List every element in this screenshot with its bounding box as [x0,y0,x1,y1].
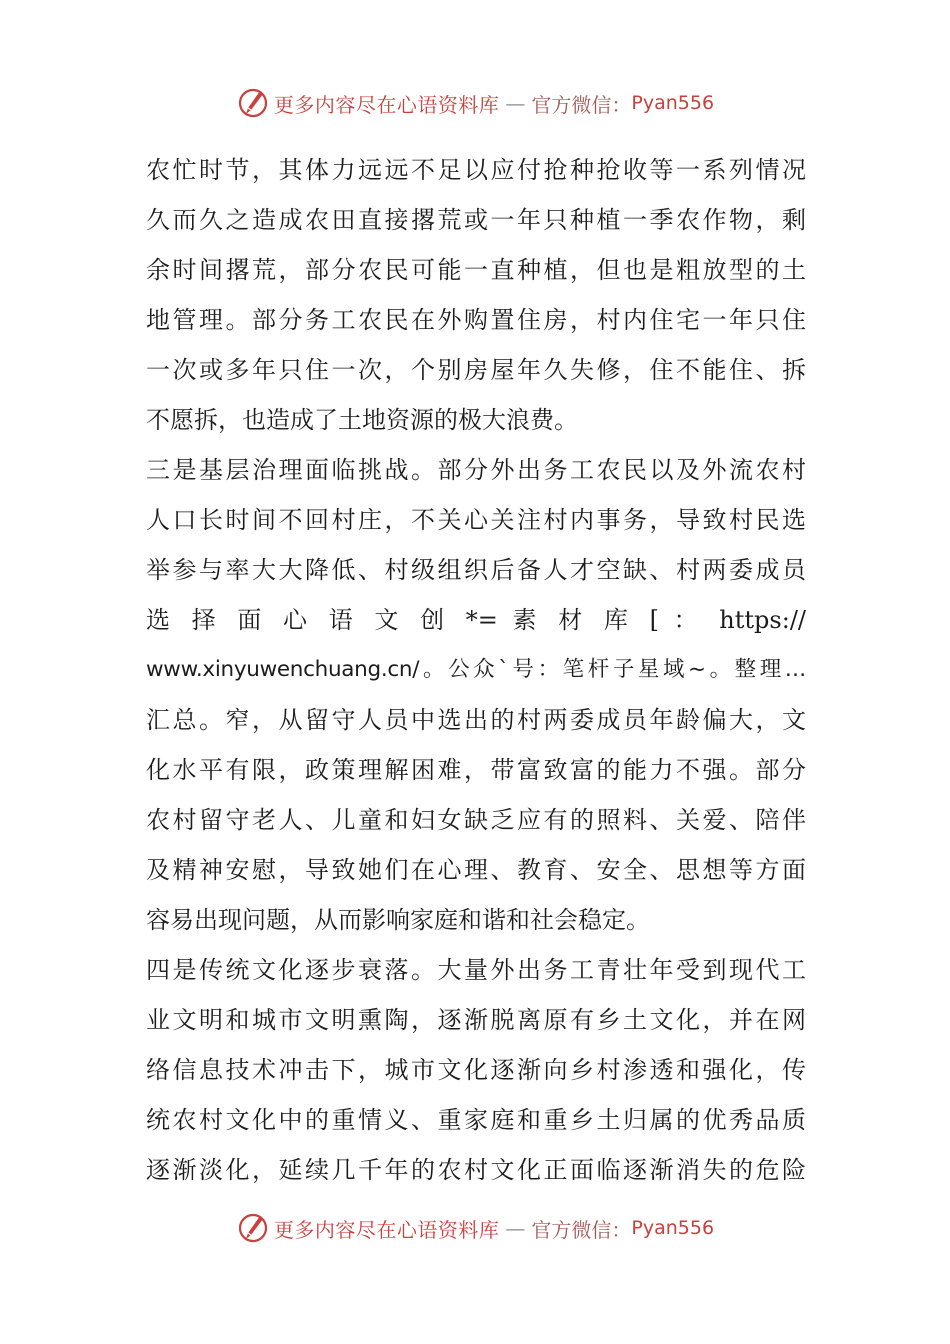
text-line: 选 择 面 心 语 文 创 *= 素 材 库 [ ： https:// [146,606,806,634]
footer-banner [0,1208,950,1248]
banner-account-id: Pyan556 [631,1217,715,1239]
text-line: 络信息技术冲击下，城市文化逐渐向乡村渗透和强化，传 [146,1056,806,1084]
header-banner [0,83,950,123]
banner-dash: — [505,91,526,115]
banner-dash: — [505,1216,526,1240]
text-line: 人口长时间不回村庄，不关心关注村内事务，导致村民选 [146,506,806,534]
text-line: 农忙时节，其体力远远不足以应付抢种抢收等一系列情况 [146,156,806,184]
text-line: 逐渐淡化，延续几千年的农村文化正面临逐渐消失的危险 [146,1156,806,1184]
text-line: 久而久之造成农田直接撂荒或一年只种植一季农作物，剩 [146,206,806,234]
text-line: 业文明和城市文明熏陶，逐渐脱离原有乡土文化，并在网 [146,1006,806,1034]
text-line: 化水平有限，政策理解困难，带富致富的能力不强。部分 [146,756,806,784]
quill-pen-circle-icon [236,1211,270,1245]
text-line: 及精神安慰，导致她们在心理、教育、安全、思想等方面 [146,856,806,884]
text-line: 三是基层治理面临挑战。部分外出务工农民以及外流农村 [146,456,806,484]
text-line: 汇总。窄，从留守人员中选出的村两委成员年龄偏大，文 [146,706,806,734]
banner-account-id: Pyan556 [631,92,715,114]
text-line: 四是传统文化逐步衰落。大量外出务工青壮年受到现代工 [146,956,806,984]
text-line: 余时间撂荒，部分农民可能一直种植，但也是粗放型的土 [146,256,806,284]
banner-site-text: 更多内容尽在心语资料库 [273,1217,500,1242]
banner-site-text: 更多内容尽在心语资料库 [273,92,500,117]
text-line: 不愿拆，也造成了土地资源的极大浪费。 [146,406,578,434]
text-line: www.xinyuwenchuang.cn/。公众`号：笔杆子星域~。整理… [146,657,806,682]
banner-account-label: 官方微信： [531,92,632,117]
document-body [146,145,806,1195]
text-line: 一次或多年只住一次，个别房屋年久失修，住不能住、拆 [146,356,806,384]
text-line: 容易出现问题，从而影响家庭和谐和社会稳定。 [146,906,650,934]
text-line: 统农村文化中的重情义、重家庭和重乡土归属的优秀品质 [146,1106,806,1134]
quill-pen-circle-icon [236,86,270,120]
text-line: 农村留守老人、儿童和妇女缺乏应有的照料、关爱、陪伴 [146,806,806,834]
text-line: 地管理。部分务工农民在外购置住房，村内住宅一年只住 [146,306,806,334]
text-line: 举参与率大大降低、村级组织后备人才空缺、村两委成员 [146,556,806,584]
banner-account-label: 官方微信： [531,1217,632,1242]
